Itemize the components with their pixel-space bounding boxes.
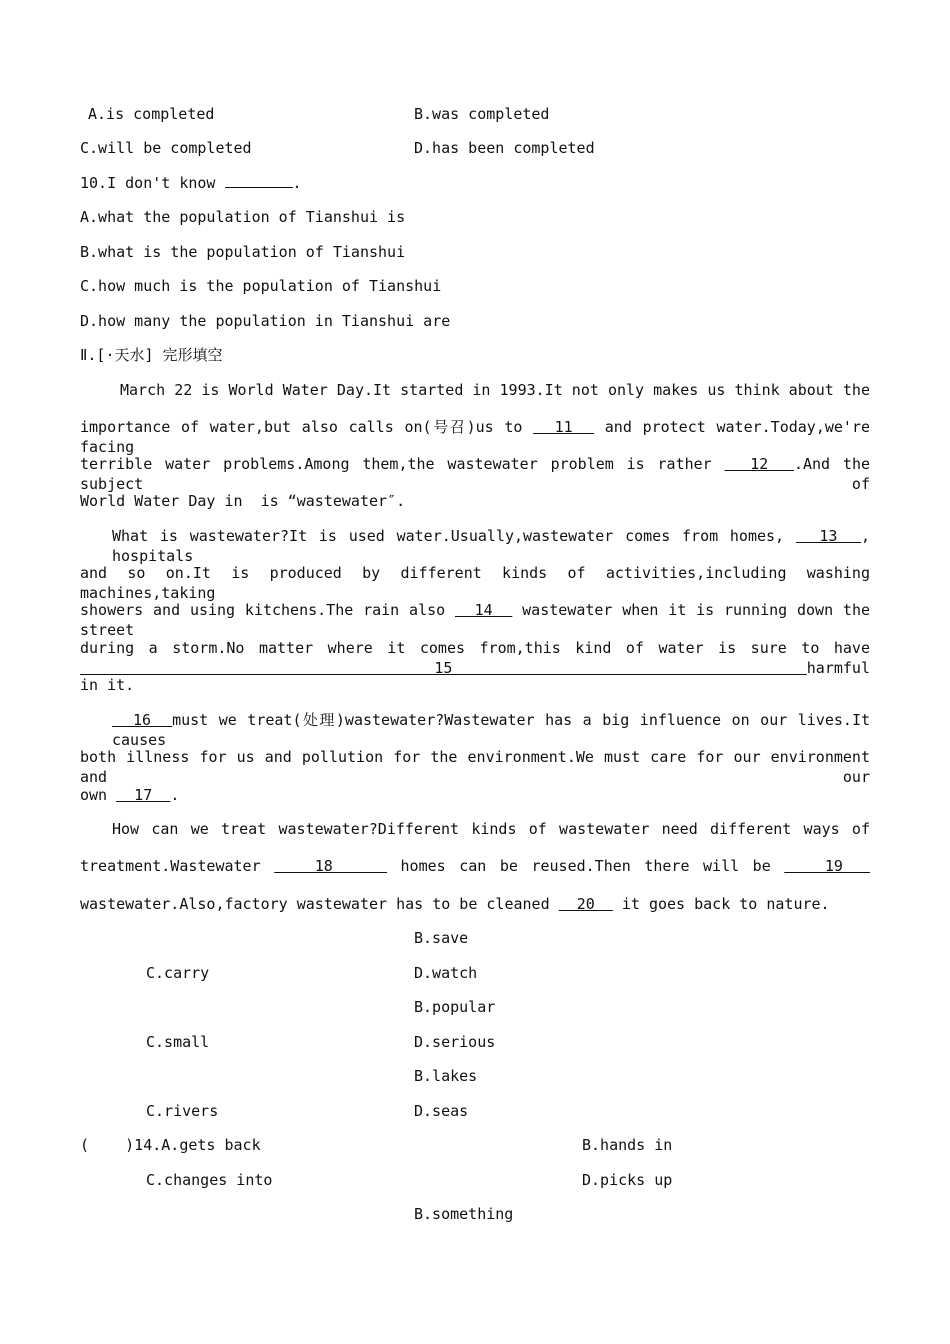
q9-option-d: D.has been completed xyxy=(414,139,595,157)
blank-17: 17 xyxy=(116,786,171,804)
q10-stem-end: . xyxy=(292,174,302,192)
passage-text: must we treat(处理)wastewater?Wastewater has a big influence on our lives.It causes xyxy=(112,711,871,749)
passage-text: What is wastewater?It is used water.Usually,wastewater comes from homes, xyxy=(112,527,785,545)
q10-option-d: D.how many the population in Tianshui are xyxy=(80,312,451,330)
passage-text: . xyxy=(170,786,180,804)
passage-line: World Water Day in is “wastewater″. xyxy=(80,492,406,510)
q11-option-d: D.watch xyxy=(414,964,478,982)
passage-line: and so on.It is produced by different kinds of activities,including washing machines,taking xyxy=(80,564,870,602)
q10-stem xyxy=(80,173,302,193)
passage-line xyxy=(80,856,870,876)
passage-line: both illness for us and pollution for the environment.We must care for our environment and our xyxy=(80,748,870,786)
q12-option-c: C.small xyxy=(146,1033,210,1051)
q14-option-c: C.changes into xyxy=(146,1171,273,1189)
passage-line xyxy=(80,785,179,805)
q13-option-c: C.rivers xyxy=(146,1102,219,1120)
q13-option-d: D.seas xyxy=(414,1102,469,1120)
passage-text: , hospitals xyxy=(112,527,871,565)
section-heading: Ⅱ.[·天水] 完形填空 xyxy=(80,346,223,364)
passage-text: wastewater when it is running down the street xyxy=(80,601,871,639)
passage-line xyxy=(80,454,871,493)
q14-option-d: D.picks up xyxy=(582,1171,673,1189)
passage-text: homes can be reused.Then there will be xyxy=(400,857,771,875)
passage-line: in it. xyxy=(80,676,135,694)
passage-line xyxy=(80,600,871,639)
passage-line xyxy=(112,526,871,565)
q10-option-c: C.how much is the population of Tianshui xyxy=(80,277,442,295)
passage-text: .And the subject of xyxy=(80,455,871,493)
q10-stem-text: 10.I don't know xyxy=(80,174,225,192)
q12-option-b: B.popular xyxy=(414,998,496,1016)
passage-text: harmful xyxy=(806,659,870,677)
q15-option-b: B.something xyxy=(414,1205,514,1223)
q12-option-d: D.serious xyxy=(414,1033,496,1051)
blank-14: 14 xyxy=(454,601,513,619)
passage-line: March 22 is World Water Day.It started in 1993.It not only makes us think about the xyxy=(120,381,870,399)
passage-text: own xyxy=(80,786,117,804)
q10-option-b: B.what is the population of Tianshui xyxy=(80,243,406,261)
q10-answer-blank xyxy=(225,173,293,188)
q9-option-a: A.is completed xyxy=(88,105,215,123)
blank-11: 11 xyxy=(533,418,595,436)
passage-text: terrible water problems.Among them,the wastewater problem is rather xyxy=(80,455,712,473)
blank-15: 15 xyxy=(80,659,807,677)
blank-18: 18 xyxy=(274,857,387,875)
q13-option-b: B.lakes xyxy=(414,1067,478,1085)
passage-line: How can we treat wastewater?Different kinds of wastewater need different ways of xyxy=(112,820,870,838)
q14-option-a: ( )14.A.gets back xyxy=(80,1136,261,1154)
q14-option-b: B.hands in xyxy=(582,1136,673,1154)
q11-option-b: B.save xyxy=(414,929,469,947)
passage-text: showers and using kitchens.The rain also xyxy=(80,601,446,619)
blank-20: 20 xyxy=(558,895,613,913)
passage-text: wastewater.Also,factory wastewater has to be cleaned xyxy=(80,895,550,913)
passage-line xyxy=(80,894,830,914)
passage-text: it goes back to nature. xyxy=(612,895,830,913)
passage-line xyxy=(112,710,871,749)
q10-option-a: A.what the population of Tianshui is xyxy=(80,208,406,226)
blank-13: 13 xyxy=(795,527,861,545)
passage-text: treatment.Wastewater xyxy=(80,857,261,875)
passage-text: and protect water.Today,we're facing xyxy=(80,418,871,456)
blank-12: 12 xyxy=(724,455,794,473)
blank-16: 16 xyxy=(112,711,173,729)
q11-option-c: C.carry xyxy=(146,964,210,982)
blank-19: 19 xyxy=(784,857,871,875)
passage-text: importance of water,but also calls on(号召)us to xyxy=(80,418,523,436)
passage-line xyxy=(80,638,870,677)
q9-option-c: C.will be completed xyxy=(80,139,252,157)
q9-option-b: B.was completed xyxy=(414,105,550,123)
passage-line xyxy=(80,417,871,456)
passage-text: during a storm.No matter where it comes from,this kind of water is sure to have xyxy=(80,639,870,657)
